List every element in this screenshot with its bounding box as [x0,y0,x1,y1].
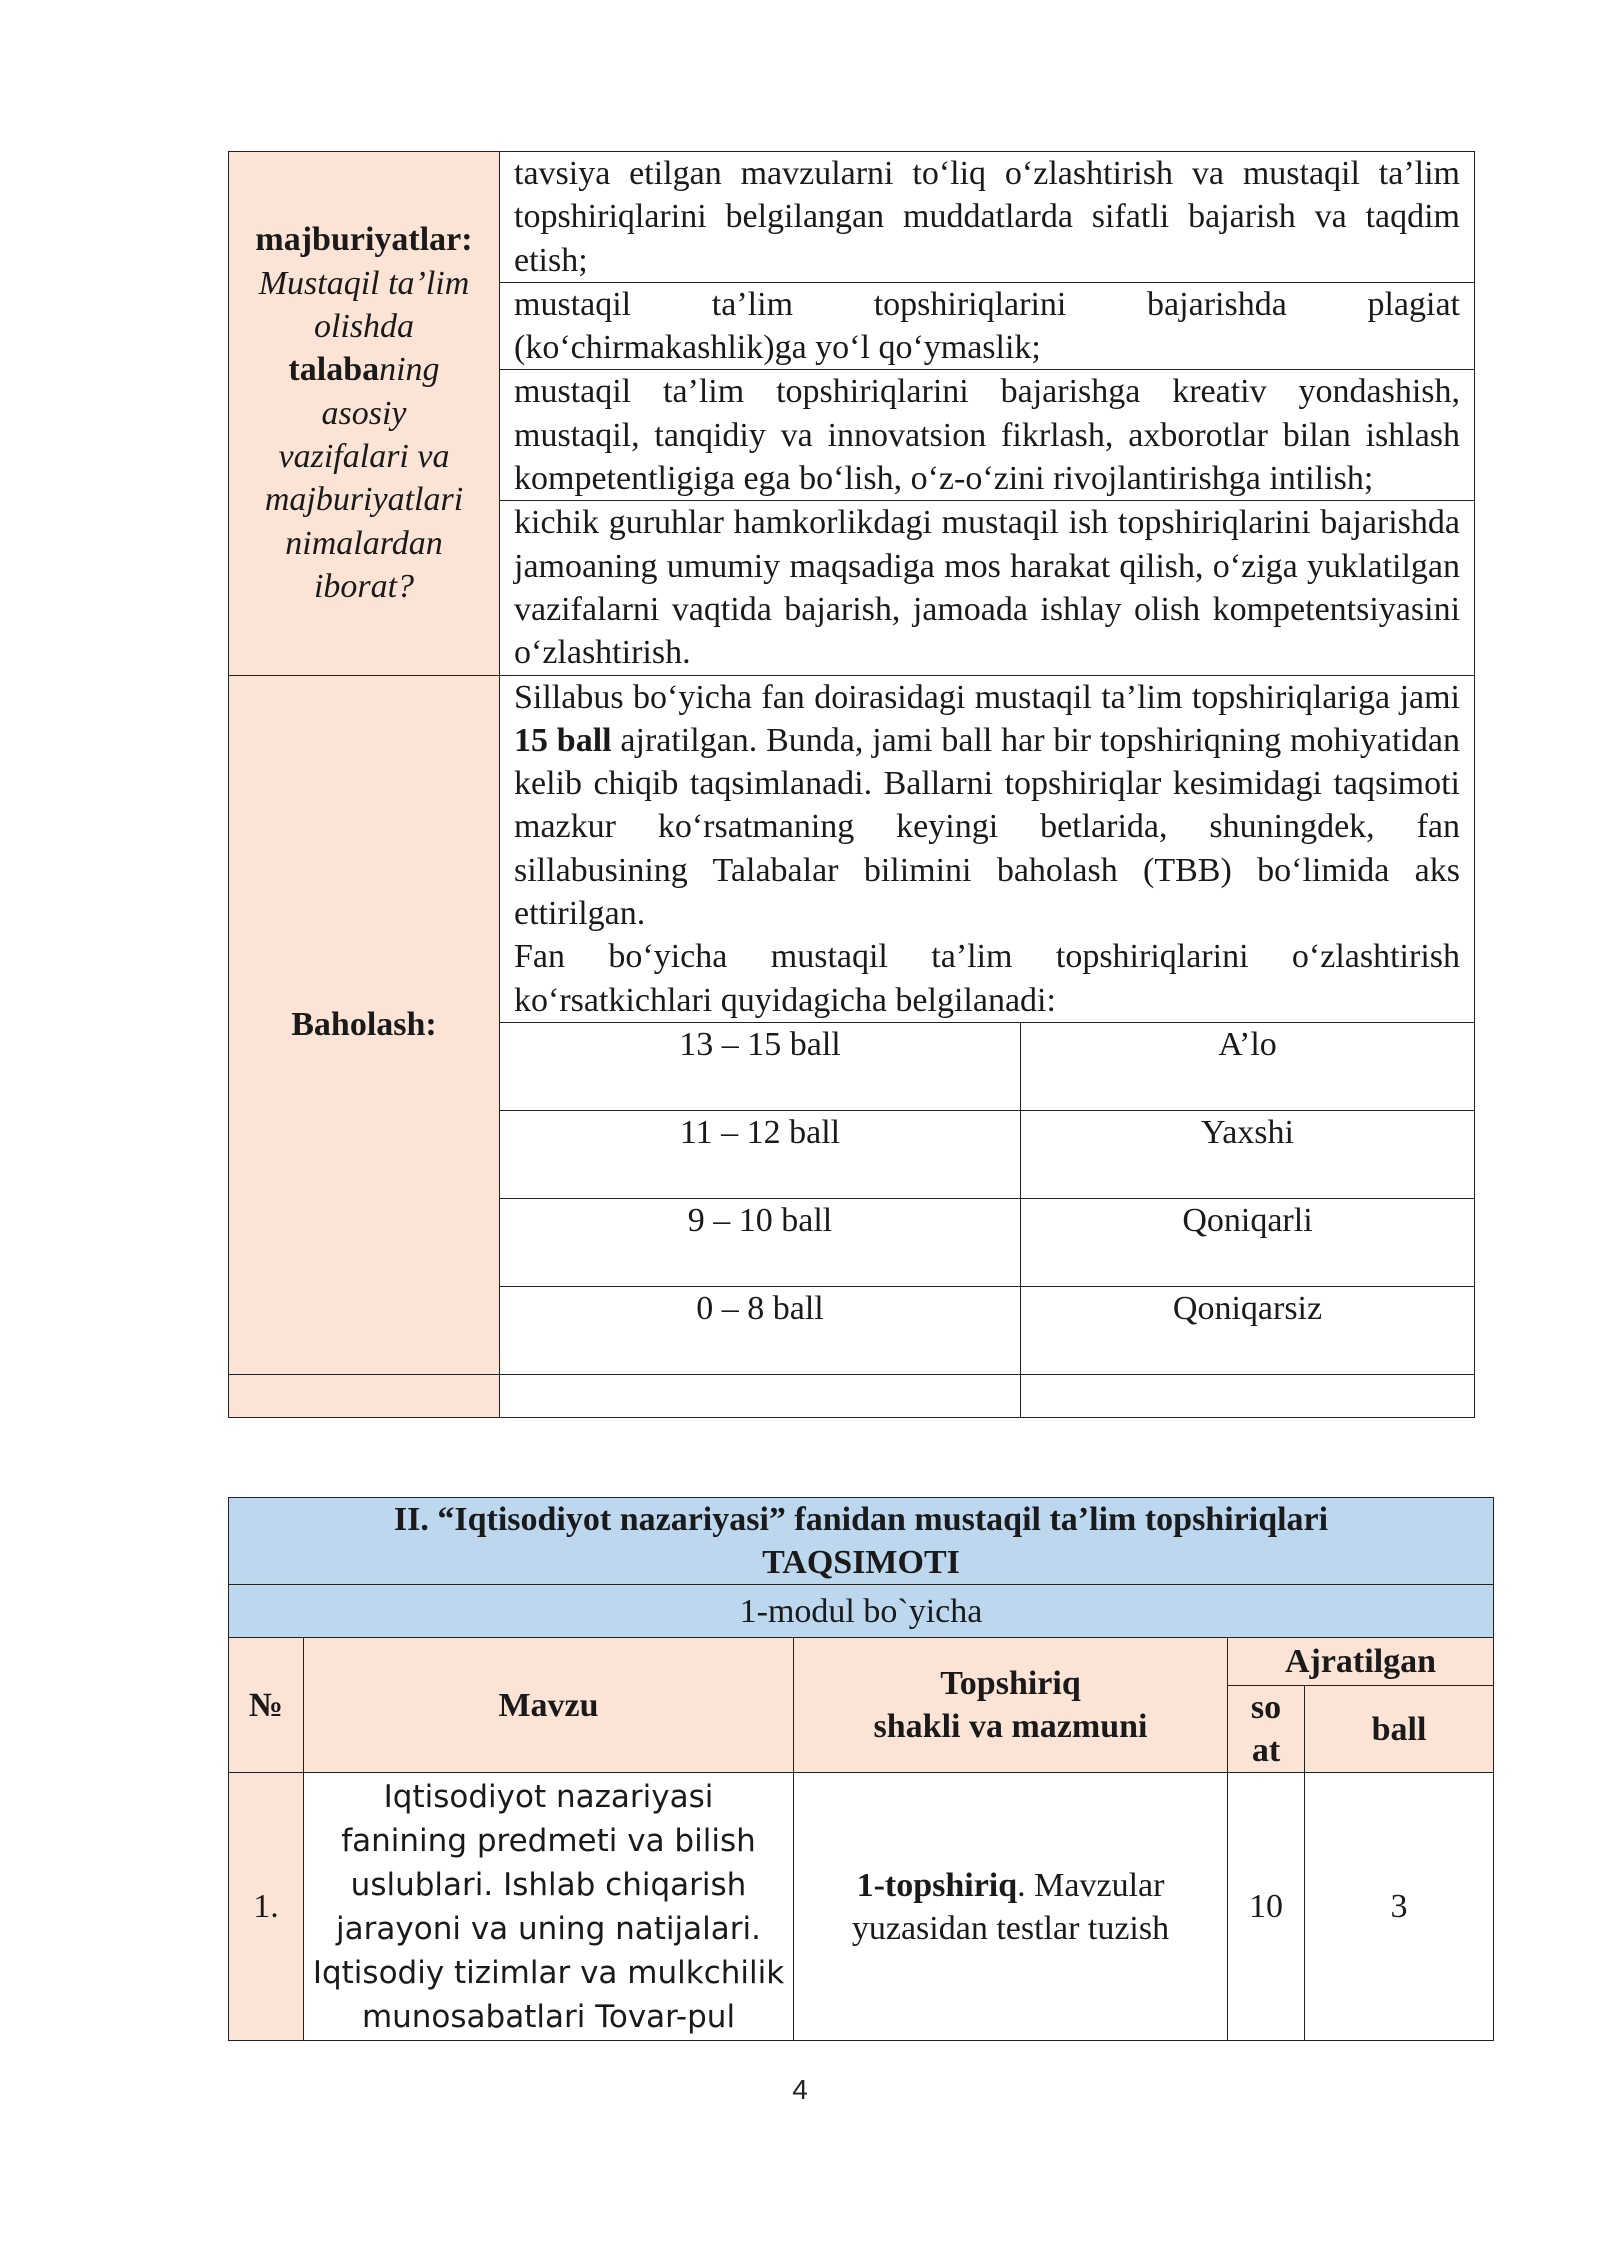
header-points [1305,1686,1494,1773]
row-hours: 10 [1228,1773,1305,2041]
topic-line: fanining predmeti va bilish [341,1822,756,1859]
assessment-label: Baholash: [291,1006,437,1044]
assessment-text: Sillabus bo‘yicha fan doirasidagi mustaqil ta’lim topshiriqlariga jami [514,678,1461,716]
header-number [229,1638,304,1773]
empty-row [229,1374,1475,1417]
grade-range: 13 – 15 ball [500,1022,1021,1110]
table-row [229,675,1475,1022]
task-label: 1-topshiriq [856,1866,1018,1904]
question-text-bold: talaba [288,351,380,389]
duties-heading: majburiyatlar: [255,221,473,259]
header-text: shakli va mazmuni [873,1708,1148,1745]
duties-assessment-table [228,151,1475,1418]
header-row [229,1638,1494,1686]
empty-cell [229,1374,500,1417]
header-text: Topshiriq [940,1665,1081,1702]
grade-range: 11 – 12 ball [500,1110,1021,1198]
header-hours [1228,1686,1305,1773]
question-text: olishda [313,308,415,346]
grade-mark: Qoniqarsiz [1021,1286,1475,1374]
question-text: majburiyatlari [264,481,464,519]
header-task [794,1638,1228,1773]
question-text: nimalardan [285,524,443,562]
question-text: vazifalari va [278,437,450,475]
duty-item: mustaqil ta’lim topshiriqlarini bajarishga kreativ yondashish, mustaqil, tanqidiy va innovatsion fikrlash, axborotlar bilan ishlash kompetentligiga ega bo‘lish, o‘z-o‘zini rivojlantirishga intilish; [500,370,1475,501]
assessment-text: ajratilgan. Bunda, jami ball har bir topshiriqning mohiyatidan kelib chiqib taqsimlanadi. Ballarni topshiriqlar kesimidagi taqsimoti mazkur ko‘rsatmaning keyingi betlarida, shuningdek, fan sillabusining Talabalar bilimini baholash (TBB) bo‘limida aks ettirilgan. [514,721,1461,933]
total-points: 15 ball [514,721,612,759]
header-text: at [1251,1732,1281,1769]
task-text: yuzasidan testlar tuzish [851,1909,1170,1947]
table-title-line: TAQSIMOTI [762,1544,960,1581]
row-task [794,1773,1228,2041]
table-title-row [229,1498,1494,1585]
empty-cell [500,1374,1021,1417]
module-row [229,1585,1494,1638]
topic-line: uslublari. Ishlab chiqarish [350,1866,747,1903]
duties-question-cell [229,152,500,676]
grade-mark: A’lo [1021,1022,1475,1110]
row-topic [304,1773,794,2041]
question-text: asosiy [321,394,407,432]
assignments-distribution-table [228,1497,1494,2041]
row-points: 3 [1305,1773,1494,2041]
table-row [229,152,1475,283]
header-text: Ajratilgan [1284,1643,1437,1680]
table-title-line: II. “Iqtisodiyot nazariyasi” fanidan mustaqil ta’lim topshiriqlari [393,1501,1329,1538]
table-row [229,1773,1494,2041]
topic-line: Iqtisodiy tizimlar va mulkchilik [312,1954,785,1991]
module-title: 1-modul bo`yicha [229,1585,1494,1638]
grade-range: 9 – 10 ball [500,1198,1021,1286]
table-title [229,1498,1494,1585]
question-text: iborat? [313,567,415,605]
header-text: № [248,1686,284,1724]
grade-mark: Yaxshi [1021,1110,1475,1198]
duty-item: tavsiya etilgan mavzularni to‘liq o‘zlashtirish va mustaqil ta’lim topshiriqlarini belgilangan muddatlarda sifatli bajarish va taqdim etish; [500,152,1475,283]
row-number: 1. [229,1773,304,2041]
page-number: 4 [792,2074,808,2105]
header-text: ball [1371,1710,1427,1748]
grade-range: 0 – 8 ball [500,1286,1021,1374]
topic-line: Iqtisodiyot nazariyasi [383,1778,714,1815]
assessment-text-cell [500,675,1475,1022]
duty-item: kichik guruhlar hamkorlikdagi mustaqil ish topshiriqlarini bajarishda jamoaning umumiy maqsadiga mos harakat qilish, o‘ziga yuklatilgan vazifalarni vaqtida bajarish, jamoada ishlay olish kompetentsiyasini o‘zlashtirish. [500,501,1475,675]
duty-item: mustaqil ta’lim topshiriqlarini bajarishda plagiat (ko‘chirmakashlik)ga yo‘l qo‘ymaslik; [500,282,1475,370]
empty-cell [1021,1374,1475,1417]
grade-mark: Qoniqarli [1021,1198,1475,1286]
assessment-paragraph [514,676,1460,936]
question-text: Mustaqil ta’lim [258,264,470,302]
header-allocated [1228,1638,1494,1686]
header-text: Mavzu [498,1686,599,1724]
question-text: ning [379,351,440,389]
header-text: so [1250,1689,1282,1726]
assessment-paragraph: Fan bo‘yicha mustaqil ta’lim topshiriqlarini o‘zlashtirish ko‘rsatkichlari quyidagicha belgilanadi: [514,938,1461,1019]
header-topic [304,1638,794,1773]
topic-line: munosabatlari Tovar-pul [361,1998,736,2035]
assessment-label-cell [229,675,500,1374]
task-text: . Mavzular [1017,1866,1165,1904]
topic-line: jarayoni va uning natijalari. [336,1910,761,1947]
